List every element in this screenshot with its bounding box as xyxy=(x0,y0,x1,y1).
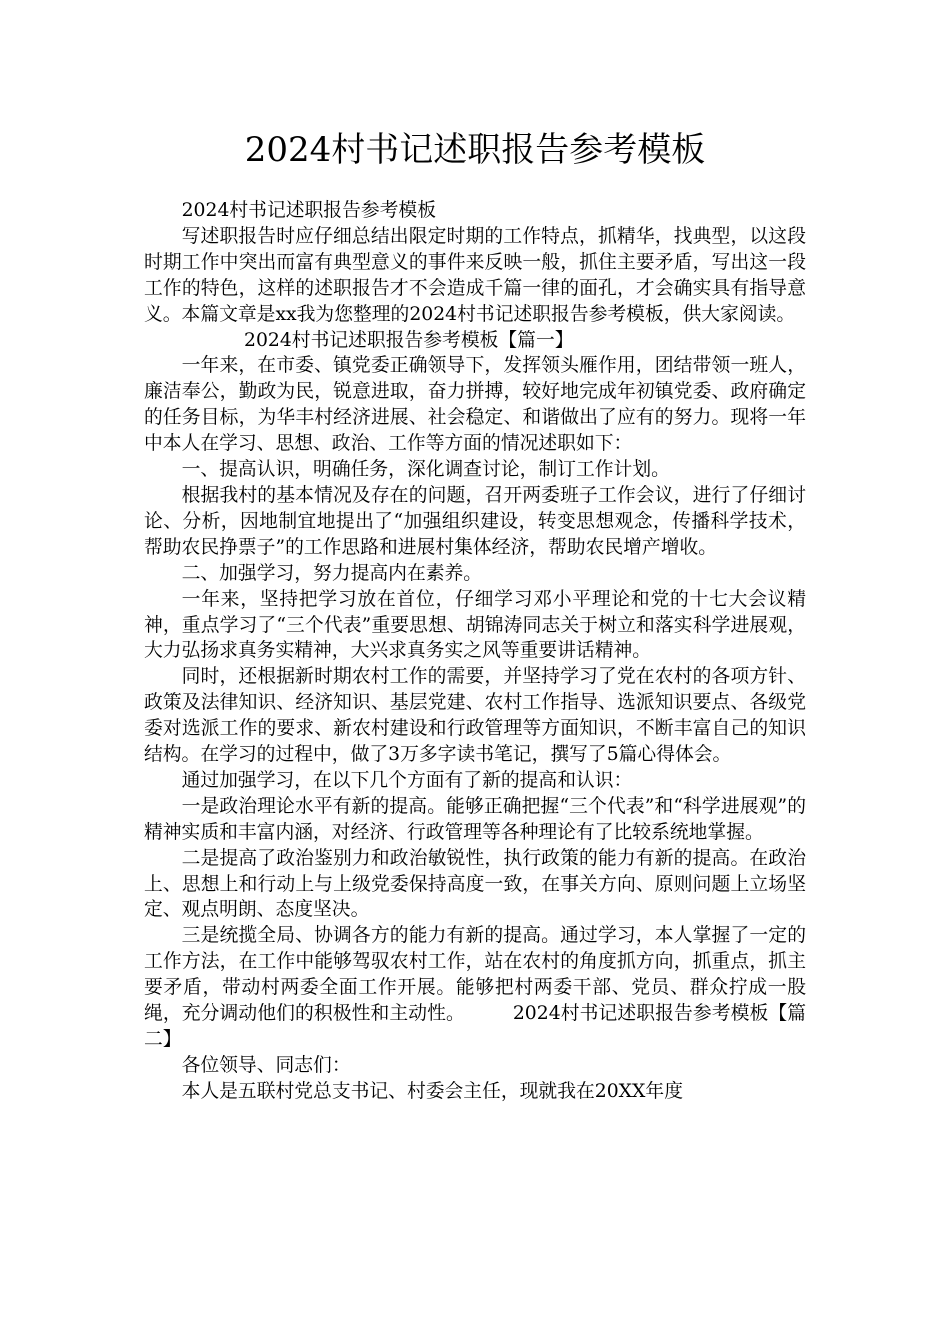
paragraph: 通过加强学习，在以下几个方面有了新的提高和认识： xyxy=(181,769,633,791)
paragraph: 同时，还根据新时期农村工作的需要，并坚持学习了党在农村的各项方针、政策及法律知识、经济知识、基层党建、农村工作指导、选派知识要点、各级党委对选派工作的要求、新农村建设和行政管理等方面知识，不断丰富自己的知识结构。在学习的过程中，做了3万多字读书笔记，撰写了5篇心得体会。 xyxy=(144,666,806,766)
paragraph xyxy=(144,923,806,1053)
paragraph: 一年来，坚持把学习放在首位，仔细学习邓小平理论和党的十七大会议精神，重点学习了“三个代表”重要思想、胡锦涛同志关于树立和落实科学进展观，大力弘扬求真务实精神，大兴求真务实之风等重要讲话精神。 xyxy=(144,588,806,662)
paragraph: 一、提高认识，明确任务，深化调查讨论，制订工作计划。 xyxy=(181,459,670,481)
paragraph: 本人是五联村党总支书记、村委会主任，现就我在20XX年度 xyxy=(181,1080,683,1102)
paragraph-text: 三是统揽全局、协调各方的能力有新的提高。通过学习，本人掌握了一定的工作方法，在工作中能够驾驭农村工作，站在农村的角度抓方向，抓重点，抓主要矛盾，带动村两委全面工作开展。能够把村两委干部、党员、群众拧成一股绳，充分调动他们的积极性和主动性。 xyxy=(144,925,806,1025)
paragraph-intro: 写述职报告时应仔细总结出限定时期的工作特点，抓精华，找典型，以这段时期工作中突出而富有典型意义的事件来反映一般，抓住主要矛盾，写出这一段工作的特色，这样的述职报告才不会造成千篇一律的面孔，才会确实具有指导意义。本篇文章是xx我为您整理的2024村书记述职报告参考模板，供大家阅读。 xyxy=(144,225,806,325)
paragraph: 二是提高了政治鉴别力和政治敏锐性，执行政策的能力有新的提高。在政治上、思想上和行动上与上级党委保持高度一致，在事关方向、原则问题上立场坚定、观点明朗、态度坚决。 xyxy=(144,847,806,921)
section-heading-part-one: 2024村书记述职报告参考模板【篇一】 xyxy=(244,329,574,351)
paragraph: 一年来，在市委、镇党委正确领导下，发挥领头雁作用，团结带领一班人，廉洁奉公，勤政为民，锐意进取，奋力拼搏，较好地完成年初镇党委、政府确定的任务目标，为华丰村经济进展、社会稳定、和谐做出了应有的努力。现将一年中本人在学习、思想、政治、工作等方面的情况述职如下： xyxy=(144,355,806,455)
paragraph: 根据我村的基本情况及存在的问题，召开两委班子工作会议，进行了仔细讨论、分析，因地制宜地提出了“加强组织建设，转变思想观念，传播科学技术，帮助农民挣票子”的工作思路和进展村集体经济，帮助农民增产增收。 xyxy=(144,484,806,558)
document-title: 2024村书记述职报告参考模板 xyxy=(244,130,706,170)
paragraph: 一是政治理论水平有新的提高。能够正确把握“三个代表”和“科学进展观”的精神实质和丰富内涵，对经济、行政管理等各种理论有了比较系统地掌握。 xyxy=(144,795,806,843)
paragraph-subtitle: 2024村书记述职报告参考模板 xyxy=(181,200,436,221)
section-heading-part-two: 2024村书记述职报告参考模板【篇二】 xyxy=(144,1003,807,1050)
document-body xyxy=(144,198,806,1105)
paragraph-salutation: 各位领导、同志们： xyxy=(181,1054,351,1076)
paragraph: 二、加强学习，努力提高内在素养。 xyxy=(181,562,483,584)
